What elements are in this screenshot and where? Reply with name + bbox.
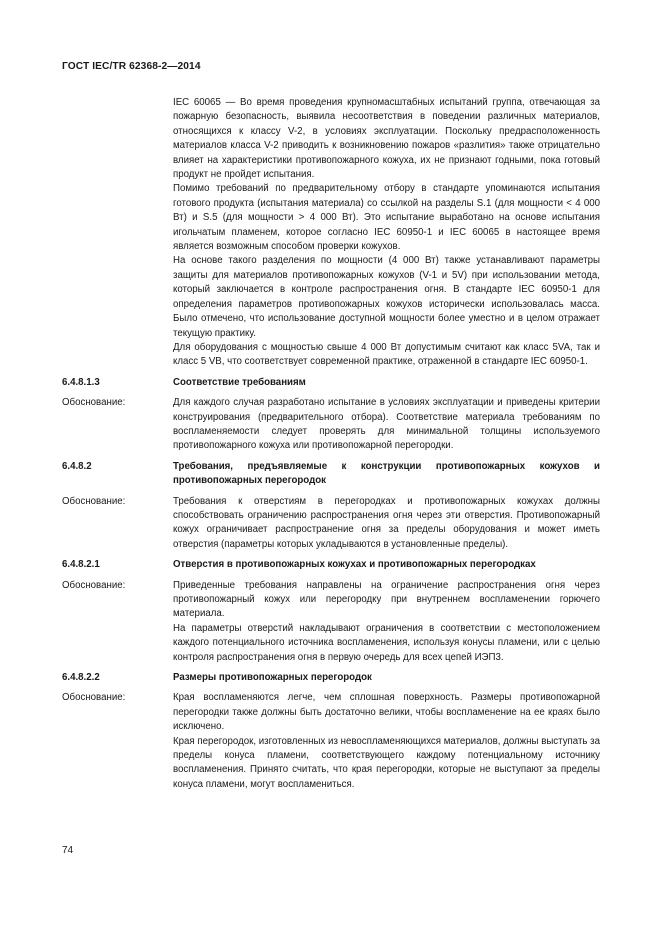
rationale-block — [62, 691, 600, 792]
rationale-block — [62, 396, 600, 454]
paragraph: На основе такого разделения по мощности (4 000 Вт) также устанавливают параметры защиты для материалов противопожарных кожухов (V-1 и 5V) при использовании метода, который заключается в контроле распространения огня. В стандарте IEC 60950-1 для определения параметров противопожарных кожухов исторически использовалась масса. Было отмечено, что использование доступной мощности более уместно и в целом отражает текущую практику. — [173, 255, 600, 339]
document-body — [62, 96, 600, 792]
paragraph: Для оборудования с мощностью свыше 4 000 Вт допустимым считают как класс 5VA, так и класс 5 VB, что соответствует современной практике, отраженной в стандарте IEC 60950-1. — [173, 341, 600, 368]
rationale-label: Обоснование: — [62, 579, 126, 591]
section-heading — [62, 558, 600, 572]
section-number: 6.4.8.2.2 — [62, 672, 100, 684]
rationale-label: Обоснование: — [62, 397, 126, 409]
section-number: 6.4.8.2 — [62, 460, 92, 472]
rationale-block — [62, 579, 600, 665]
paragraph: IEC 60065 — Во время проведения крупномасштабных испытаний группа, отвечающая за пожарную безопасность, выявила несоответствия в поведении различных материалов, относящихся к классу V-2, в условиях эксплуатации. Поскольку предрасположенность материалов класса V-2 приводить к возникновению пожаров «разлития» также отрицательно влияет на характеристики противопожарного кожуха, их не признают годными, пока готовый продукт не пройдет испытания. — [173, 97, 600, 181]
section-title: Отверстия в противопожарных кожухах и противопожарных перегородках — [173, 559, 536, 571]
section-title: Размеры противопожарных перегородок — [173, 672, 372, 684]
paragraph: На параметры отверстий накладывают ограничения в соответствии с местоположением каждого потенциального источника воспламенения, используя конусы пламени, или с целью контроля распространения огня в первую очередь для всех цепей ИЭП3. — [173, 622, 600, 663]
paragraph: Для каждого случая разработано испытание в условиях эксплуатации и приведены критерии конструирования (предварительного отбора). Соответствие материала требованиям по воспламеняемости следует проверять для минимальной толщины используемого противопожарного кожуха или противопожарной перегородки. — [173, 397, 600, 452]
paragraph: Помимо требований по предварительному отбору в стандарте упоминаются испытания готового продукта (испытания материала) со ссылкой на разделы S.1 (для мощности < 4 000 Вт) и S.5 (для мощности > 4 000 Вт). Это испытание выработано на основе испытания игольчатым пламенем, которое согласно IEC 60950-1 и IEC 60065 в настоящее время является возможным способом проверки кожухов. — [173, 183, 600, 253]
section-heading — [62, 376, 600, 390]
paragraph: Приведенные требования направлены на ограничение распространения огня через противопожарный кожух или перегородку при внутреннем воспламенении горючего материала. — [173, 579, 600, 620]
document-header: ГОСТ IEC/TR 62368-2—2014 — [62, 61, 201, 72]
section-heading — [62, 671, 600, 685]
section-number: 6.4.8.2.1 — [62, 559, 100, 571]
rationale-label: Обоснование: — [62, 495, 126, 507]
paragraph: Края перегородок, изготовленных из невоспламеняющихся материалов, должны выступать за пределы конуса пламени, соответствующего каждому потенциальному источнику воспламенения. Принято считать, что края перегородки, которые не выступают за пределы конуса пламени, могут воспламениться. — [173, 735, 600, 790]
paragraph: Края воспламеняются легче, чем сплошная поверхность. Размеры противопожарной перегородки также должны быть достаточно велики, чтобы воспламенение на ее краях было исключено. — [173, 692, 600, 733]
rationale-block — [62, 495, 600, 553]
rationale-label: Обоснование: — [62, 692, 126, 704]
section-title: Соответствие требованиям — [173, 376, 306, 388]
section-heading — [62, 460, 600, 489]
section-title: Требования, предъявляемые к конструкции противопожарных кожухов и противопожарных перегородок — [173, 460, 600, 487]
intro-block — [173, 96, 600, 370]
page-number: 74 — [62, 845, 74, 856]
section-number: 6.4.8.1.3 — [62, 376, 100, 388]
paragraph: Требования к отверстиям в перегородках и противопожарных кожухах должны способствовать ограничению распространения огня через эти отверстия. Противопожарный кожух ограничивает распространение огня за пределы оборудования и может иметь отверстия (параметры которых укладываются в установленные пределы). — [173, 495, 600, 550]
